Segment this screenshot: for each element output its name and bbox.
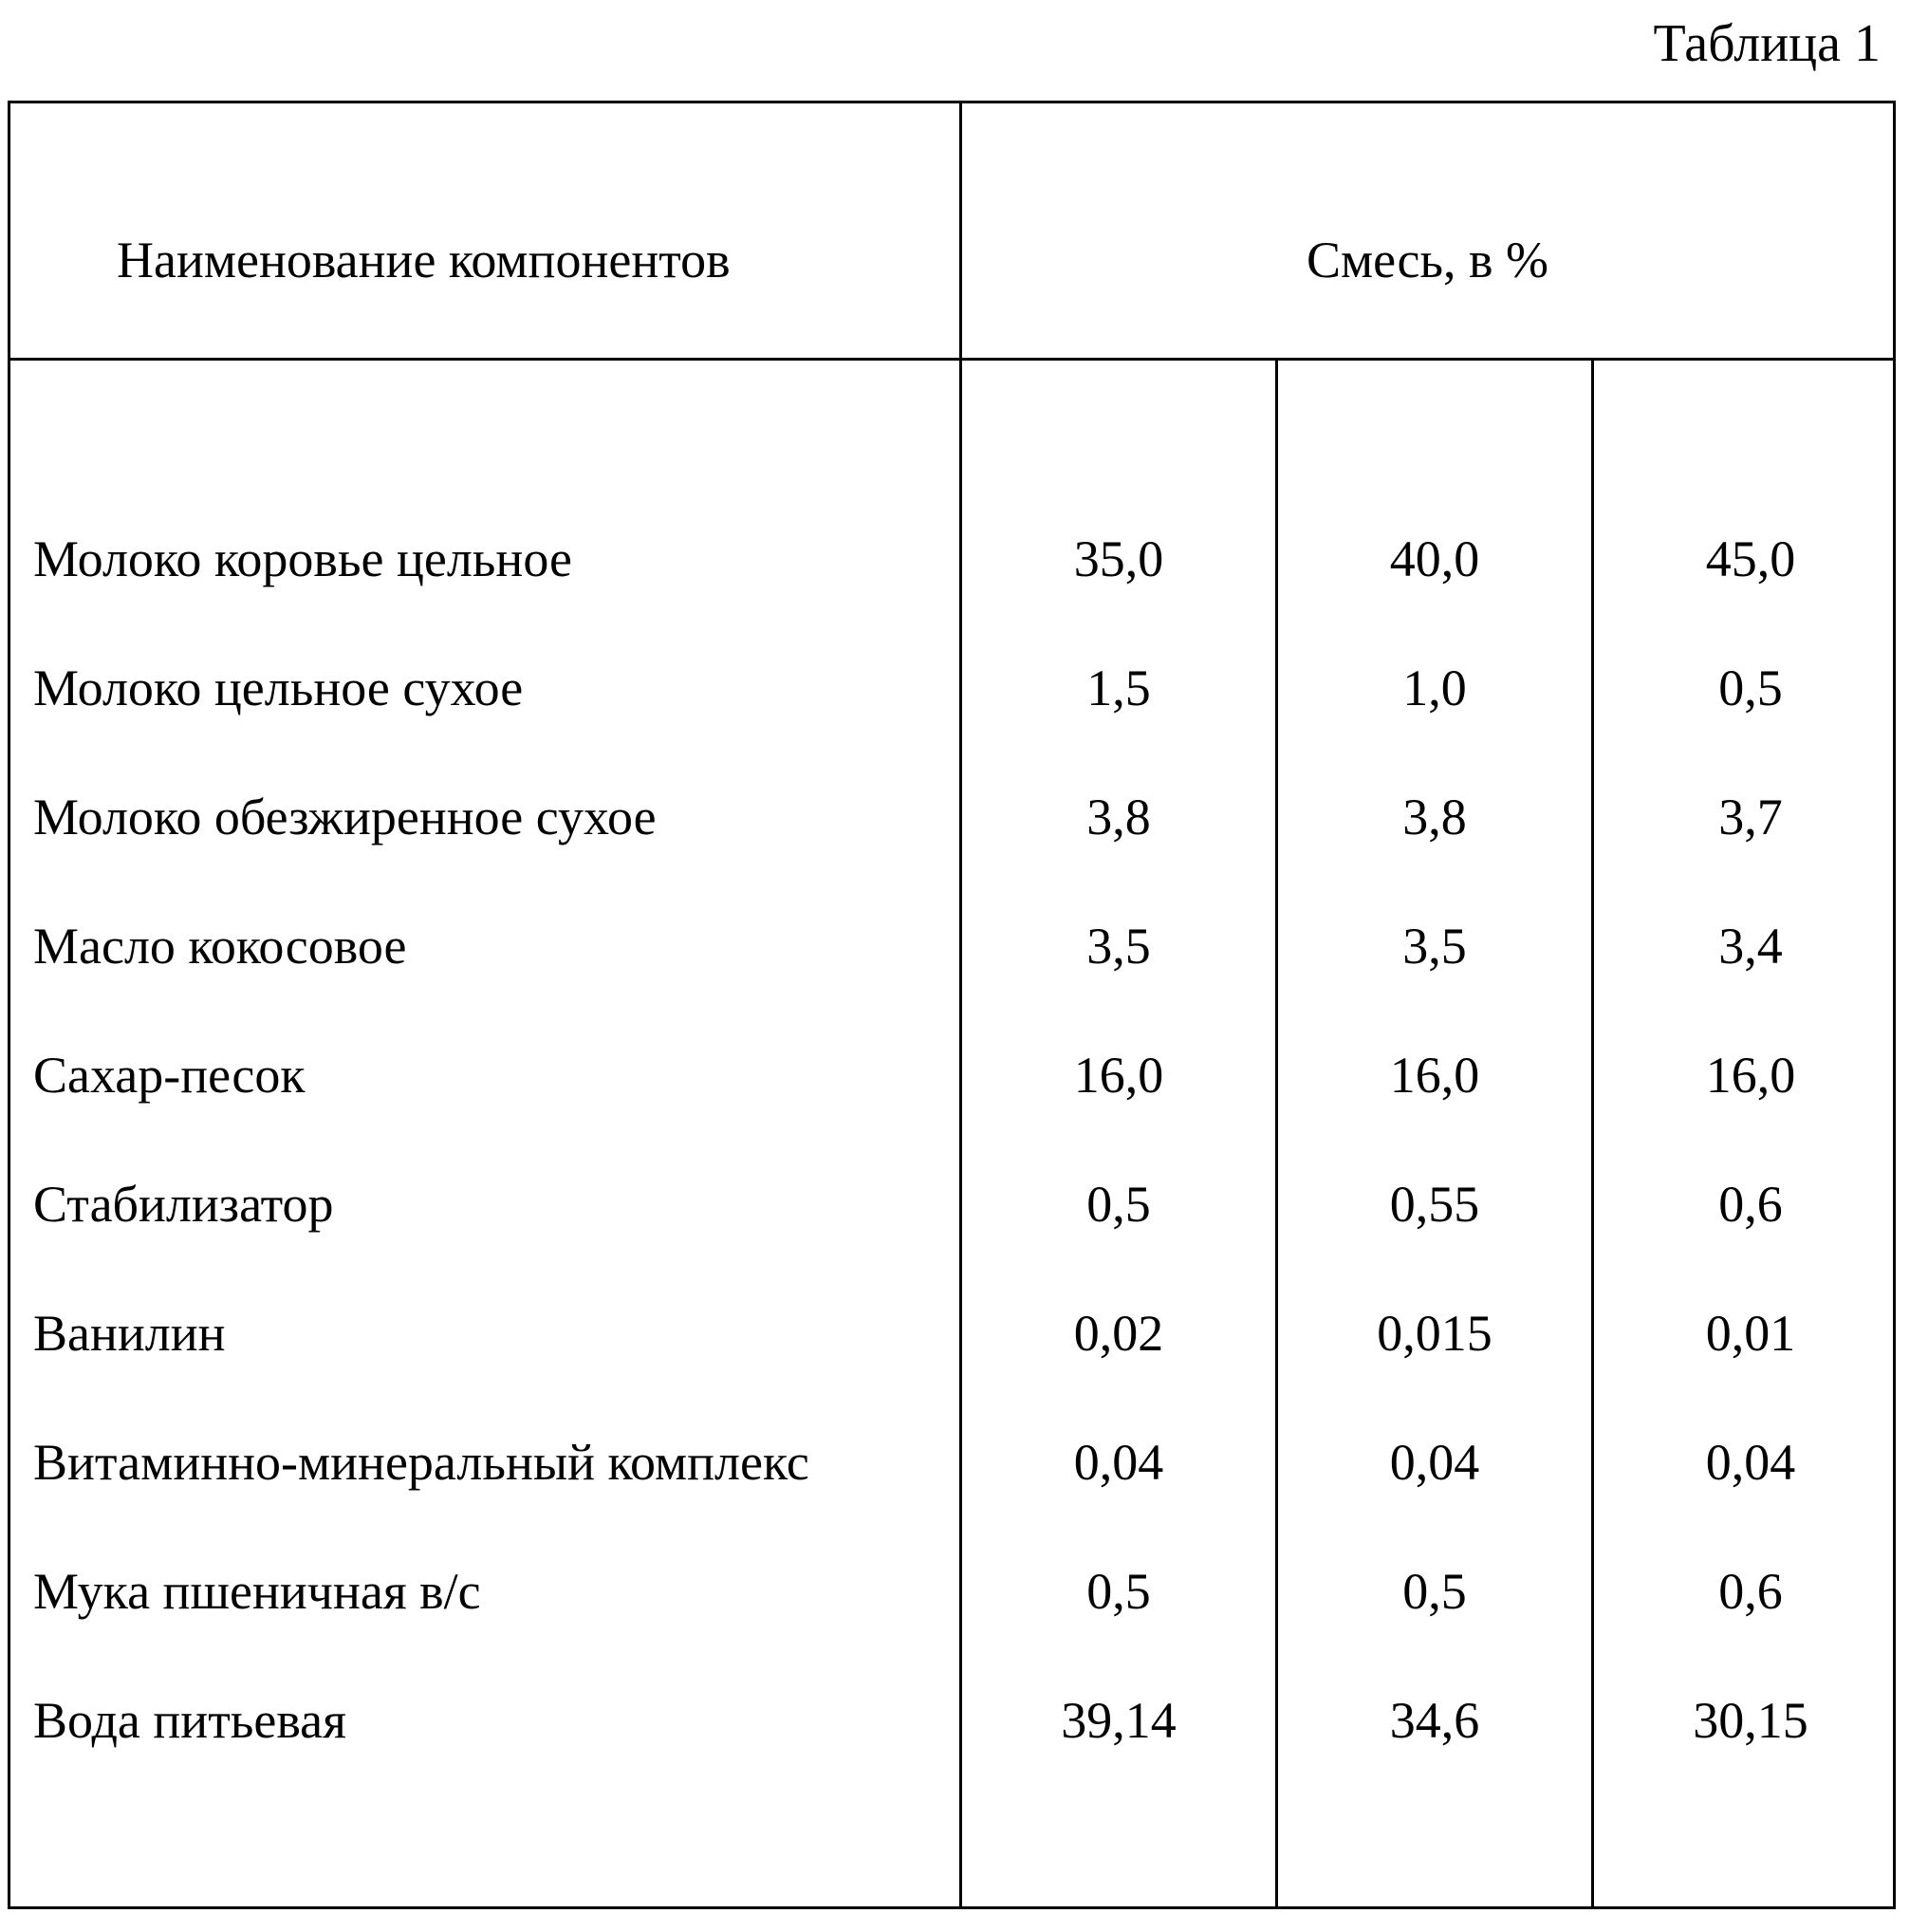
mix-value-1: 16,0 <box>1073 1047 1164 1104</box>
mix-value-3: 3,4 <box>1718 918 1783 975</box>
component-name: Сахар-песок <box>33 1047 306 1104</box>
mix-value-3: 3,7 <box>1718 789 1783 845</box>
mix-value-1: 0,02 <box>1073 1305 1164 1362</box>
component-name: Мука пшеничная в/с <box>33 1563 481 1620</box>
table-row <box>10 494 1893 623</box>
mix-value-1: 35,0 <box>1073 530 1164 587</box>
mix-value-3: 30,15 <box>1693 1692 1808 1749</box>
header-divider <box>10 358 1893 361</box>
component-name: Ванилин <box>33 1305 226 1362</box>
mix-value-2: 3,8 <box>1402 789 1467 845</box>
header-name-column: Наименование компонентов <box>117 232 731 288</box>
mix-value-1: 3,5 <box>1086 918 1151 975</box>
mix-value-1: 0,5 <box>1086 1176 1151 1233</box>
mix-value-2: 0,5 <box>1402 1563 1467 1620</box>
mix-value-1: 3,8 <box>1086 789 1151 845</box>
mix-value-3: 0,6 <box>1718 1563 1783 1620</box>
mix-value-1: 1,5 <box>1086 659 1151 716</box>
component-name: Молоко коровье цельное <box>33 530 572 587</box>
table-row <box>10 1527 1893 1656</box>
mix-value-3: 45,0 <box>1705 530 1796 587</box>
component-name: Масло кокосовое <box>33 918 407 975</box>
header-mix-column: Смесь, в % <box>1306 232 1549 288</box>
mix-value-3: 0,01 <box>1705 1305 1796 1362</box>
mix-value-2: 16,0 <box>1389 1047 1480 1104</box>
mix-value-2: 0,015 <box>1377 1305 1492 1362</box>
component-name: Молоко обезжиренное сухое <box>33 789 657 845</box>
mix-value-2: 0,55 <box>1389 1176 1480 1233</box>
table-caption: Таблица 1 <box>1653 14 1881 73</box>
table-row <box>10 1269 1893 1398</box>
component-name: Вода питьевая <box>33 1692 346 1749</box>
mix-value-1: 0,5 <box>1086 1563 1151 1620</box>
table-row <box>10 752 1893 882</box>
component-name: Стабилизатор <box>33 1176 334 1233</box>
component-name: Витаминно-минеральный комплекс <box>33 1434 809 1491</box>
mix-value-2: 40,0 <box>1389 530 1480 587</box>
table-row <box>10 623 1893 752</box>
ingredients-table <box>8 101 1896 1909</box>
mix-value-1: 39,14 <box>1061 1692 1177 1749</box>
mix-value-3: 0,04 <box>1705 1434 1796 1491</box>
mix-value-2: 1,0 <box>1402 659 1467 716</box>
table-row <box>10 1011 1893 1140</box>
mix-value-3: 16,0 <box>1705 1047 1796 1104</box>
mix-value-2: 0,04 <box>1389 1434 1480 1491</box>
table-row <box>10 882 1893 1011</box>
mix-value-3: 0,5 <box>1718 659 1783 716</box>
mix-value-2: 3,5 <box>1402 918 1467 975</box>
table-row <box>10 1140 1893 1269</box>
component-name: Молоко цельное сухое <box>33 659 524 716</box>
mix-value-1: 0,04 <box>1073 1434 1164 1491</box>
table-row <box>10 1656 1893 1785</box>
table-row <box>10 1398 1893 1527</box>
mix-value-3: 0,6 <box>1718 1176 1783 1233</box>
mix-value-2: 34,6 <box>1389 1692 1480 1749</box>
